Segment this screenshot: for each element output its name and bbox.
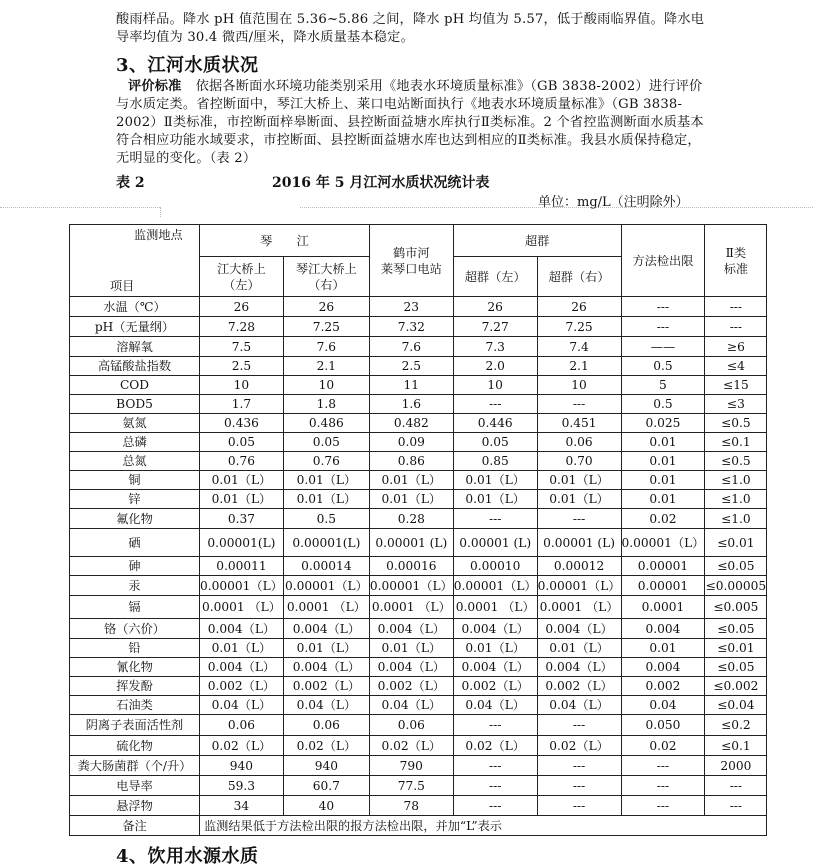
item-name-cell: 汞	[70, 576, 200, 596]
value-cell: 0.004	[621, 658, 705, 677]
value-cell: 5	[621, 376, 705, 395]
table-row	[70, 619, 767, 639]
note-row	[70, 816, 767, 836]
value-cell: ---	[537, 796, 621, 816]
value-cell: 7.28	[200, 317, 284, 337]
value-cell: 26	[537, 297, 621, 317]
section-4-heading: 4、饮用水源水质	[116, 846, 259, 867]
value-cell: 0.01（L）	[537, 639, 621, 658]
value-cell: 0.5	[621, 395, 705, 414]
value-cell: ≤1.0	[705, 471, 767, 490]
value-cell: 0.482	[369, 414, 453, 433]
value-cell: 0.002（L）	[200, 677, 284, 696]
value-cell: 0.436	[200, 414, 284, 433]
value-cell: 0.04（L）	[453, 696, 537, 715]
value-cell: 0.01（L）	[453, 490, 537, 509]
value-cell: 0.28	[369, 509, 453, 529]
value-cell: ---	[705, 317, 767, 337]
value-cell: ≤0.05	[705, 619, 767, 639]
value-cell: 0.00001 (L)	[453, 529, 537, 557]
page-guide-corner	[160, 207, 161, 217]
value-cell: 0.050	[621, 715, 705, 736]
value-cell: 0.01	[621, 471, 705, 490]
value-cell: 2.1	[537, 357, 621, 376]
table-label: 表 2	[116, 175, 145, 191]
value-cell: 0.01（L）	[283, 639, 369, 658]
value-cell: 1.8	[283, 395, 369, 414]
value-cell: 0.025	[621, 414, 705, 433]
value-cell: ≤3	[705, 395, 767, 414]
item-name-cell: 总磷	[70, 433, 200, 452]
value-cell: 0.01（L）	[369, 490, 453, 509]
value-cell: 0.04	[621, 696, 705, 715]
value-cell: 0.86	[369, 452, 453, 471]
value-cell: 0.01（L）	[200, 471, 284, 490]
item-name-cell: 铬（六价）	[70, 619, 200, 639]
value-cell: ≤0.002	[705, 677, 767, 696]
value-cell: 0.00001(L)	[283, 529, 369, 557]
value-cell: 0.37	[200, 509, 284, 529]
value-cell: ≤0.5	[705, 414, 767, 433]
table-row	[70, 376, 767, 395]
value-cell: ---	[453, 776, 537, 796]
value-cell: ≤0.01	[705, 639, 767, 658]
value-cell: 0.04（L）	[537, 696, 621, 715]
item-name-cell: 石油类	[70, 696, 200, 715]
value-cell: 0.0001	[621, 596, 705, 619]
note-label: 备注	[70, 816, 200, 836]
value-cell: 0.00001(L)	[200, 529, 284, 557]
value-cell: 0.01（L）	[200, 490, 284, 509]
table-row	[70, 756, 767, 776]
value-cell: 2.0	[453, 357, 537, 376]
value-cell: ---	[537, 509, 621, 529]
value-cell: 78	[369, 796, 453, 816]
value-cell: 0.004（L）	[369, 619, 453, 639]
value-cell: ≤4	[705, 357, 767, 376]
value-cell: 0.002（L）	[283, 677, 369, 696]
value-cell: ≤0.01	[705, 529, 767, 557]
page-guide-line	[0, 207, 160, 208]
value-cell: 11	[369, 376, 453, 395]
value-cell: 0.76	[283, 452, 369, 471]
corner-bottom-label: 项目	[110, 279, 135, 293]
table-row	[70, 490, 767, 509]
header-heshi: 鹤市河 莱琴口电站	[369, 225, 453, 297]
value-cell: 790	[369, 756, 453, 776]
item-name-cell: 铜	[70, 471, 200, 490]
value-cell: ≤0.04	[705, 696, 767, 715]
value-cell: 0.00014	[283, 557, 369, 576]
value-cell: 0.0001 （L）	[369, 596, 453, 619]
unit-note: 单位：mg/L（注明除外）	[538, 195, 689, 210]
value-cell: 0.09	[369, 433, 453, 452]
value-cell: ---	[537, 715, 621, 736]
value-cell: 10	[537, 376, 621, 395]
value-cell: 10	[453, 376, 537, 395]
value-cell: 7.4	[537, 337, 621, 357]
item-name-cell: COD	[70, 376, 200, 395]
table-row	[70, 357, 767, 376]
table-row	[70, 337, 767, 357]
value-cell: 7.25	[283, 317, 369, 337]
value-cell: 0.06	[283, 715, 369, 736]
value-cell: 0.004（L）	[453, 619, 537, 639]
value-cell: 0.00001（L）	[621, 529, 705, 557]
precipitation-paragraph: 酸雨样品。降水 pH 值范围在 5.36~5.86 之间，降水 pH 均值为 5.57，低于酸雨临界值。降水电导率均值为 30.4 微西/厘米，降水质量基本稳定。	[116, 12, 705, 45]
item-name-cell: 高锰酸盐指数	[70, 357, 200, 376]
item-name-cell: 总氮	[70, 452, 200, 471]
value-cell: ---	[537, 395, 621, 414]
value-cell: 0.002（L）	[369, 677, 453, 696]
value-cell: 40	[283, 796, 369, 816]
value-cell: 0.004（L）	[453, 658, 537, 677]
value-cell: 0.00001	[621, 557, 705, 576]
value-cell: 0.05	[453, 433, 537, 452]
value-cell: 2.5	[200, 357, 284, 376]
value-cell: 0.70	[537, 452, 621, 471]
corner-top-label: 监测地点	[134, 228, 183, 242]
value-cell: ---	[453, 715, 537, 736]
item-name-cell: 溶解氧	[70, 337, 200, 357]
item-name-cell: 砷	[70, 557, 200, 576]
table-row	[70, 297, 767, 317]
value-cell: 0.002（L）	[537, 677, 621, 696]
value-cell: 26	[200, 297, 284, 317]
value-cell: 2.1	[283, 357, 369, 376]
value-cell: 0.06	[200, 715, 284, 736]
evaluation-lead: 评价标准	[128, 79, 182, 94]
value-cell: 0.00001 (L)	[369, 529, 453, 557]
header-chaoqun: 超群	[453, 225, 621, 257]
value-cell: ≤0.1	[705, 736, 767, 756]
value-cell: 0.00001	[621, 576, 705, 596]
value-cell: 0.451	[537, 414, 621, 433]
value-cell: 59.3	[200, 776, 284, 796]
value-cell: ---	[453, 509, 537, 529]
item-name-cell: 粪大肠菌群（个/升）	[70, 756, 200, 776]
item-name-cell: 电导率	[70, 776, 200, 796]
value-cell: 0.00001（L）	[369, 576, 453, 596]
value-cell: ---	[621, 776, 705, 796]
value-cell: 0.02（L）	[537, 736, 621, 756]
value-cell: ≤0.5	[705, 452, 767, 471]
value-cell: 0.01	[621, 433, 705, 452]
value-cell: 0.00001（L）	[537, 576, 621, 596]
value-cell: 7.25	[537, 317, 621, 337]
value-cell: ≤15	[705, 376, 767, 395]
value-cell: ---	[453, 796, 537, 816]
header-qinjiang-left: 江大桥上 （左）	[200, 257, 284, 297]
value-cell: ---	[705, 297, 767, 317]
item-name-cell: 氨氮	[70, 414, 200, 433]
value-cell: 940	[283, 756, 369, 776]
value-cell: 0.00001（L）	[453, 576, 537, 596]
value-cell: 0.05	[200, 433, 284, 452]
value-cell: 0.00001（L）	[200, 576, 284, 596]
value-cell: ≤1.0	[705, 490, 767, 509]
value-cell: 0.0001 （L）	[283, 596, 369, 619]
value-cell: 77.5	[369, 776, 453, 796]
header-chaoqun-left: 超群（左）	[453, 257, 537, 297]
value-cell: 0.01（L）	[200, 639, 284, 658]
table-row	[70, 529, 767, 557]
value-cell: ---	[705, 796, 767, 816]
value-cell: 7.32	[369, 317, 453, 337]
value-cell: ---	[621, 297, 705, 317]
note-text: 监测结果低于方法检出限的报方法检出限，并加“L”表示	[200, 816, 767, 836]
value-cell: 0.00016	[369, 557, 453, 576]
water-quality-table	[69, 224, 767, 836]
table-row	[70, 776, 767, 796]
section-3-heading: 3、江河水质状况	[116, 55, 259, 76]
table-title: 2016 年 5 月江河水质状况统计表	[272, 175, 490, 191]
value-cell: 34	[200, 796, 284, 816]
corner-header	[70, 225, 200, 297]
value-cell: 0.004（L）	[537, 658, 621, 677]
header-chaoqun-right: 超群（右）	[537, 257, 621, 297]
value-cell: 0.76	[200, 452, 284, 471]
value-cell: 0.01（L）	[453, 471, 537, 490]
value-cell: 0.05	[283, 433, 369, 452]
item-name-cell: 挥发酚	[70, 677, 200, 696]
value-cell: ≤0.00005	[705, 576, 767, 596]
value-cell: 0.01	[621, 639, 705, 658]
table-row	[70, 509, 767, 529]
value-cell: ——	[621, 337, 705, 357]
table-row	[70, 696, 767, 715]
value-cell: 0.06	[369, 715, 453, 736]
value-cell: 23	[369, 297, 453, 317]
value-cell: 0.004（L）	[369, 658, 453, 677]
value-cell: 0.01（L）	[283, 490, 369, 509]
value-cell: 0.02	[621, 736, 705, 756]
table-row	[70, 317, 767, 337]
value-cell: 0.0001 （L）	[453, 596, 537, 619]
value-cell: ≤0.005	[705, 596, 767, 619]
header-qinjiang-right: 琴江大桥上 （右）	[283, 257, 369, 297]
value-cell: 0.04（L）	[369, 696, 453, 715]
table-row	[70, 576, 767, 596]
value-cell: 0.486	[283, 414, 369, 433]
evaluation-paragraph	[116, 78, 706, 168]
value-cell: ≤0.05	[705, 557, 767, 576]
value-cell: 0.004	[621, 619, 705, 639]
item-name-cell: 硒	[70, 529, 200, 557]
header-method-limit: 方法检出限	[621, 225, 705, 297]
header-qinjiang: 琴 江	[200, 225, 370, 257]
value-cell: 1.6	[369, 395, 453, 414]
value-cell: 7.3	[453, 337, 537, 357]
value-cell: 0.01（L）	[453, 639, 537, 658]
value-cell: 0.004（L）	[537, 619, 621, 639]
table-row	[70, 796, 767, 816]
value-cell: 7.5	[200, 337, 284, 357]
value-cell: 0.00011	[200, 557, 284, 576]
value-cell: 7.6	[369, 337, 453, 357]
value-cell: 7.27	[453, 317, 537, 337]
value-cell: 0.0001 （L）	[200, 596, 284, 619]
item-name-cell: 锌	[70, 490, 200, 509]
value-cell: ≥6	[705, 337, 767, 357]
table-row	[70, 658, 767, 677]
table-row	[70, 639, 767, 658]
value-cell: 10	[283, 376, 369, 395]
value-cell: 0.01（L）	[369, 639, 453, 658]
item-name-cell: 氟化物	[70, 509, 200, 529]
table-row	[70, 414, 767, 433]
item-name-cell: 阴离子表面活性剂	[70, 715, 200, 736]
value-cell: 0.5	[283, 509, 369, 529]
item-name-cell: 氰化物	[70, 658, 200, 677]
value-cell: 940	[200, 756, 284, 776]
value-cell: 0.02（L）	[283, 736, 369, 756]
value-cell: 0.01（L）	[283, 471, 369, 490]
table-row	[70, 433, 767, 452]
value-cell: 26	[283, 297, 369, 317]
value-cell: 0.00010	[453, 557, 537, 576]
item-name-cell: pH（无量纲）	[70, 317, 200, 337]
table-row	[70, 557, 767, 576]
value-cell: 1.7	[200, 395, 284, 414]
value-cell: 0.01	[621, 490, 705, 509]
value-cell: 0.0001 （L）	[537, 596, 621, 619]
value-cell: ---	[621, 796, 705, 816]
value-cell: 0.02（L）	[369, 736, 453, 756]
value-cell: 2000	[705, 756, 767, 776]
value-cell: ≤0.1	[705, 433, 767, 452]
value-cell: ≤1.0	[705, 509, 767, 529]
value-cell: 26	[453, 297, 537, 317]
item-name-cell: 铅	[70, 639, 200, 658]
item-name-cell: 硫化物	[70, 736, 200, 756]
value-cell: ---	[621, 317, 705, 337]
value-cell: 0.01（L）	[537, 490, 621, 509]
table-row	[70, 736, 767, 756]
table-row	[70, 452, 767, 471]
value-cell: 0.85	[453, 452, 537, 471]
value-cell: 10	[200, 376, 284, 395]
item-name-cell: BOD5	[70, 395, 200, 414]
value-cell: 60.7	[283, 776, 369, 796]
value-cell: 0.02（L）	[200, 736, 284, 756]
value-cell: 0.004（L）	[200, 619, 284, 639]
table-row	[70, 596, 767, 619]
value-cell: ---	[453, 395, 537, 414]
value-cell: ---	[705, 776, 767, 796]
value-cell: 0.04（L）	[200, 696, 284, 715]
value-cell: ≤0.2	[705, 715, 767, 736]
value-cell: 0.5	[621, 357, 705, 376]
table-row	[70, 395, 767, 414]
table-row	[70, 715, 767, 736]
value-cell: 0.002	[621, 677, 705, 696]
table-row	[70, 471, 767, 490]
value-cell: ---	[453, 756, 537, 776]
value-cell: 0.00001（L）	[283, 576, 369, 596]
value-cell: 0.01	[621, 452, 705, 471]
value-cell: 0.004（L）	[283, 658, 369, 677]
value-cell: ---	[537, 756, 621, 776]
item-name-cell: 悬浮物	[70, 796, 200, 816]
value-cell: 0.04（L）	[283, 696, 369, 715]
value-cell: 0.004（L）	[283, 619, 369, 639]
value-cell: 0.01（L）	[537, 471, 621, 490]
value-cell: 0.06	[537, 433, 621, 452]
value-cell: ---	[621, 756, 705, 776]
value-cell: 0.002（L）	[453, 677, 537, 696]
value-cell: ≤0.05	[705, 658, 767, 677]
value-cell: 0.00012	[537, 557, 621, 576]
value-cell: 0.004（L）	[200, 658, 284, 677]
value-cell: 0.02	[621, 509, 705, 529]
value-cell: 0.00001 (L)	[537, 529, 621, 557]
item-name-cell: 镉	[70, 596, 200, 619]
evaluation-body: 依据各断面水环境功能类别采用《地表水环境质量标准》（GB 3838-2002）进行评价与水质定类。省控断面中，琴江大桥上、莱口电站断面执行《地表水环境质量标准》（GB 3838-2002）Ⅱ类标准，市控断面梓皋断面、县控断面益塘水库执行Ⅱ类标准。2 个省控监测断面水质基本符合相应功能水域要求，市控断面、县控断面益塘水库也达到相应的Ⅱ类标准。我县水质保持稳定，无明显的变化。（表 2）	[116, 79, 704, 166]
table-row	[70, 677, 767, 696]
item-name-cell: 水温（℃）	[70, 297, 200, 317]
value-cell: 7.6	[283, 337, 369, 357]
value-cell: 0.01（L）	[369, 471, 453, 490]
header-class2: Ⅱ类 标准	[705, 225, 767, 297]
value-cell: 0.02（L）	[453, 736, 537, 756]
value-cell: ---	[537, 776, 621, 796]
value-cell: 2.5	[369, 357, 453, 376]
value-cell: 0.446	[453, 414, 537, 433]
